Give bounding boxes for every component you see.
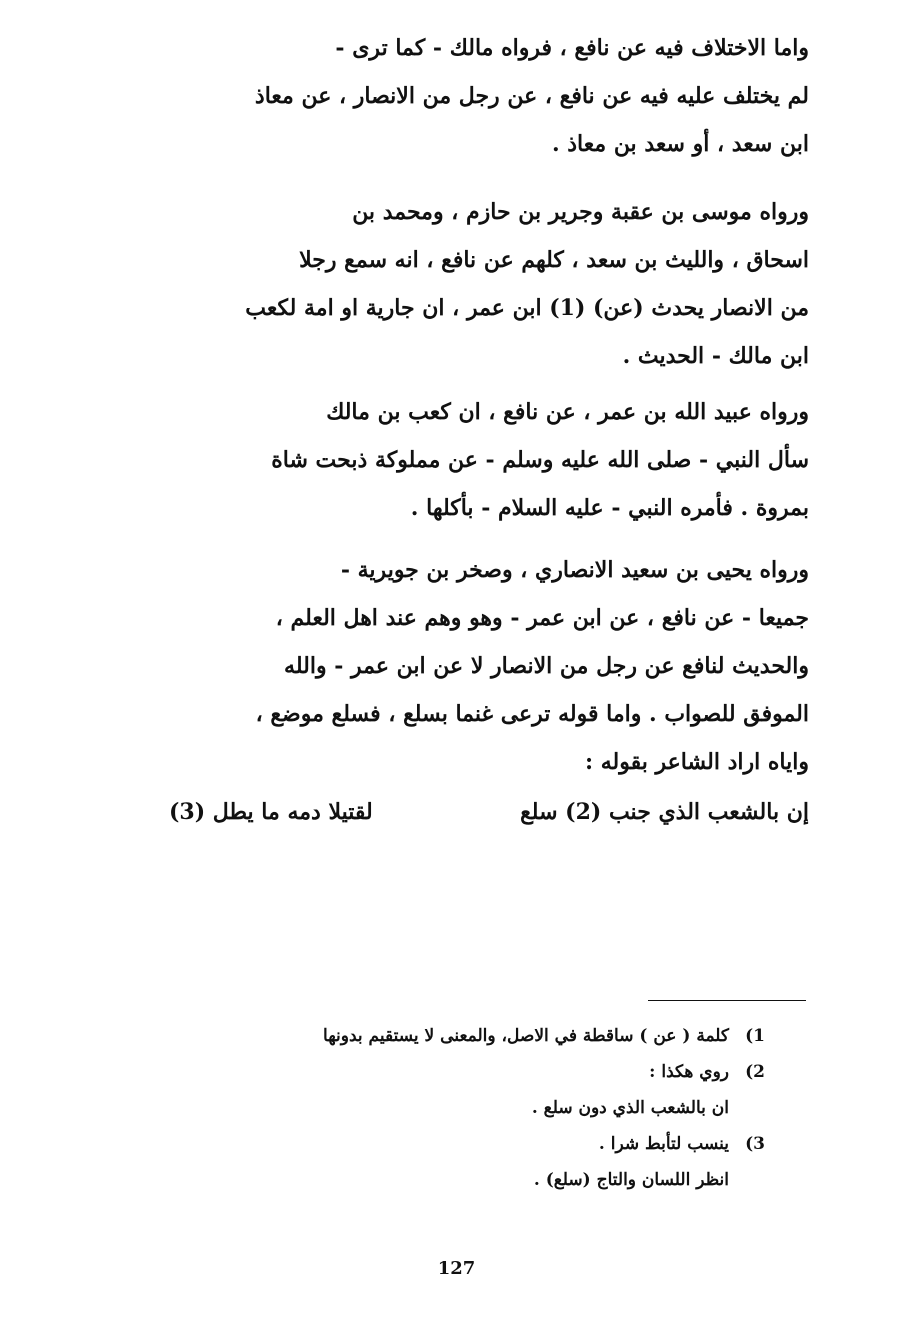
footnote-text: ينسب لتأبط شرا . — [598, 1134, 729, 1154]
text-line: من الانصار يحدث (عن) (1) ابن عمر ، ان جارية او امة لكعب — [245, 295, 809, 321]
text-line: واما الاختلاف فيه عن نافع ، فرواه مالك - كما ترى - — [335, 35, 809, 61]
text-line: اسحاق ، والليث بن سعد ، كلهم عن نافع ، انه سمع رجلا — [299, 247, 809, 273]
text-line: ابن مالك - الحديث . — [622, 343, 809, 369]
footnote-number: 3) — [745, 1134, 765, 1154]
footnotes — [245, 1018, 765, 1198]
text-line: سأل النبي - صلى الله عليه وسلم - عن مملوكة ذبحت شاة — [271, 447, 809, 473]
footnote-number: 1) — [745, 1026, 765, 1046]
verse-second-hemistich: لقتيلا دمه ما يطل (3) — [169, 799, 373, 825]
text-line: بمروة . فأمره النبي - عليه السلام - بأكلها . — [410, 495, 809, 521]
page-number: 127 — [437, 1258, 476, 1279]
footnote-3-continuation — [245, 1162, 765, 1198]
footnote-text: ان بالشعب الذي دون سلع . — [531, 1098, 729, 1118]
text-line: الموفق للصواب . واما قوله ترعى غنما بسلع ، فسلع موضع ، — [255, 701, 809, 727]
footnote-number: 2) — [745, 1062, 765, 1082]
verse-first-hemistich: إن بالشعب الذي جنب (2) سلع — [520, 799, 809, 825]
text-line: ورواه عبيد الله بن عمر ، عن نافع ، ان كعب بن مالك — [326, 399, 809, 425]
footnote-2-continuation — [245, 1090, 765, 1126]
text-line: والحديث لنافع عن رجل من الانصار لا عن ابن عمر - والله — [284, 653, 809, 679]
paragraph-3 — [169, 388, 809, 532]
footnote-text: روي هكذا : — [649, 1062, 729, 1082]
footnote-divider — [648, 1000, 806, 1001]
footnote-1 — [245, 1018, 765, 1054]
paragraph-2 — [169, 188, 809, 380]
footnote-3 — [245, 1126, 765, 1162]
paragraph-1 — [169, 24, 809, 168]
text-line: ورواه يحيى بن سعيد الانصاري ، وصخر بن جويرية - — [340, 557, 809, 583]
footnote-text: كلمة ( عن ) ساقطة في الاصل، والمعنى لا يستقيم بدونها — [323, 1026, 729, 1046]
text-line: لم يختلف عليه فيه عن نافع ، عن رجل من الانصار ، عن معاذ — [254, 83, 809, 109]
text-line: ابن سعد ، أو سعد بن معاذ . — [551, 131, 809, 157]
text-line: جميعا - عن نافع ، عن ابن عمر - وهو وهم عند اهل العلم ، — [275, 605, 809, 631]
text-line: ورواه موسى بن عقبة وجرير بن حازم ، ومحمد بن — [352, 199, 809, 225]
paragraph-4 — [169, 546, 809, 786]
footnote-2 — [245, 1054, 765, 1090]
text-line: واياه اراد الشاعر بقوله : — [584, 749, 809, 775]
footnote-text: انظر اللسان والتاج (سلع) . — [533, 1170, 729, 1190]
